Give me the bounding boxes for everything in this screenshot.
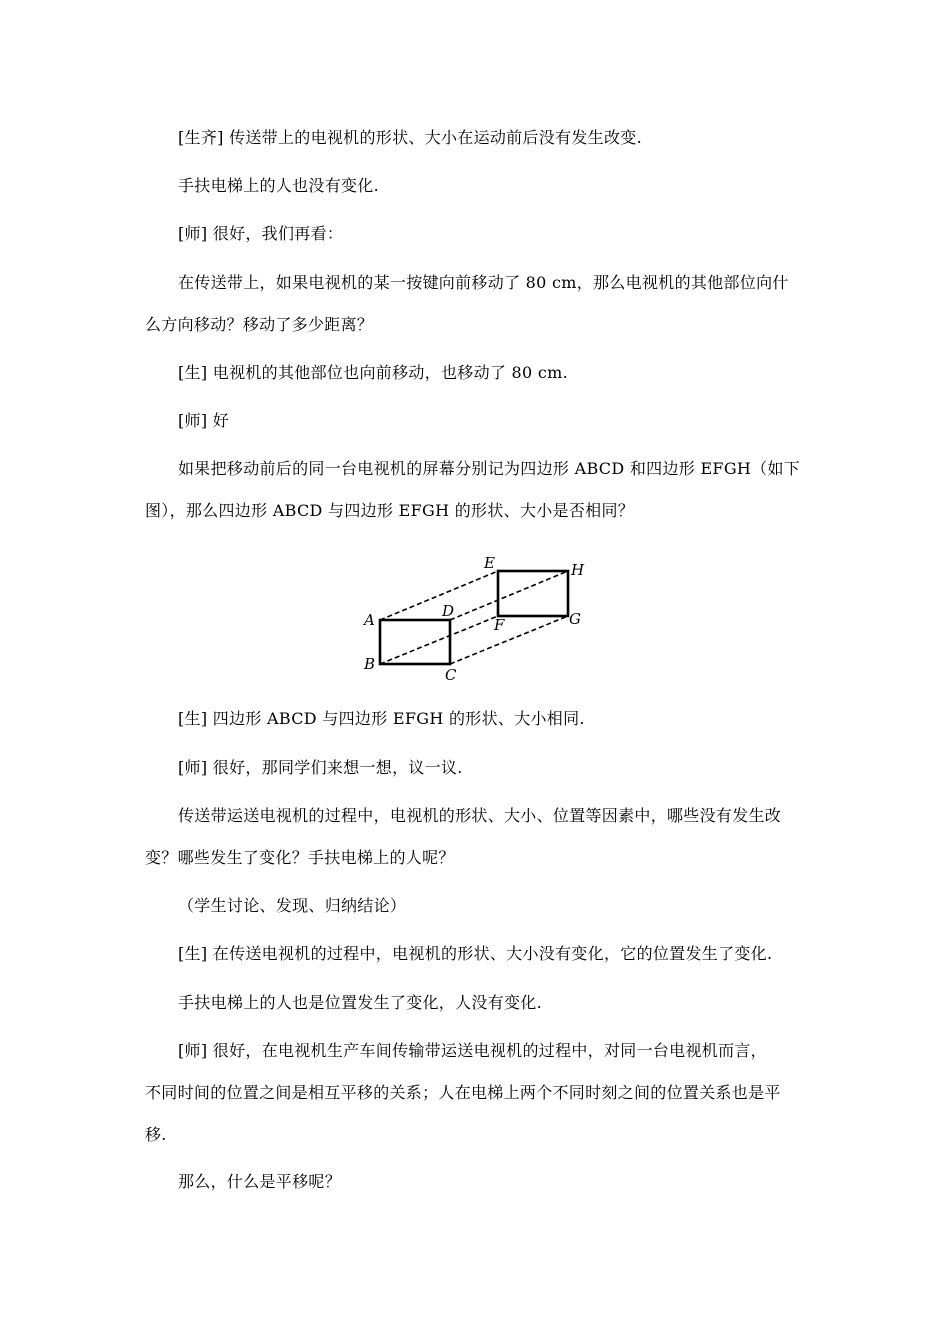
paragraph-13: 手扶电梯上的人也是位置发生了变化，人没有变化.	[178, 993, 542, 1012]
paragraph-14-line-1: [师] 很好，在电视机生产车间传输带运送电视机的过程中，对同一台电视机而言，	[178, 1041, 767, 1060]
quadrilateral-abcd	[380, 620, 450, 664]
label-d: D	[442, 602, 455, 620]
paragraph-14-line-3: 移.	[145, 1125, 167, 1144]
quadrilateral-efgh	[498, 571, 568, 616]
label-c: C	[445, 666, 457, 684]
paragraph-6: [师] 好	[178, 411, 230, 430]
paragraph-4-line-2: 么方向移动？移动了多少距离？	[145, 315, 374, 334]
paragraph-7-line-1: 如果把移动前后的同一台电视机的屏幕分别记为四边形 ABCD 和四边形 EFGH（如下	[178, 459, 801, 478]
paragraph-8: [生] 四边形 ABCD 与四边形 EFGH 的形状、大小相同.	[178, 709, 585, 728]
paragraph-3: [师] 很好，我们再看：	[178, 224, 344, 243]
label-g: G	[569, 610, 581, 628]
paragraph-14-line-2: 不同时间的位置之间是相互平移的关系；人在电梯上两个不同时刻之间的位置关系也是平	[145, 1083, 781, 1102]
label-f: F	[494, 616, 505, 634]
dashed-line-d-h	[450, 571, 568, 620]
paragraph-4-line-1: 在传送带上，如果电视机的某一按键向前移动了 80 cm，那么电视机的其他部位向什	[178, 273, 789, 292]
paragraph-10-line-1: 传送带运送电视机的过程中，电视机的形状、大小、位置等因素中，哪些没有发生改	[178, 806, 782, 825]
dashed-line-a-e	[380, 571, 498, 620]
paragraph-1: [生齐] 传送带上的电视机的形状、大小在运动前后没有发生改变.	[178, 128, 642, 147]
dashed-line-b-f	[380, 616, 498, 664]
paragraph-2: 手扶电梯上的人也没有变化.	[178, 176, 379, 195]
paragraph-15: 那么，什么是平移呢？	[178, 1172, 342, 1191]
paragraph-9: [师] 很好，那同学们来想一想，议一议.	[178, 758, 463, 777]
dashed-line-c-g	[450, 616, 568, 664]
paragraph-7-line-2: 图），那么四边形 ABCD 与四边形 EFGH 的形状、大小是否相同？	[145, 501, 635, 520]
paragraph-10-line-2: 变？哪些发生了变化？手扶电梯上的人呢？	[145, 848, 455, 867]
label-h: H	[571, 561, 585, 579]
paragraph-5: [生] 电视机的其他部位也向前移动，也移动了 80 cm.	[178, 363, 569, 382]
parallelogram-translation-figure	[360, 550, 600, 685]
label-e: E	[484, 554, 495, 572]
label-b: B	[364, 655, 376, 673]
label-a: A	[364, 611, 375, 629]
paragraph-12: [生] 在传送电视机的过程中，电视机的形状、大小没有变化，它的位置发生了变化.	[178, 944, 773, 963]
paragraph-11: （学生讨论、发现、归纳结论）	[178, 896, 407, 915]
